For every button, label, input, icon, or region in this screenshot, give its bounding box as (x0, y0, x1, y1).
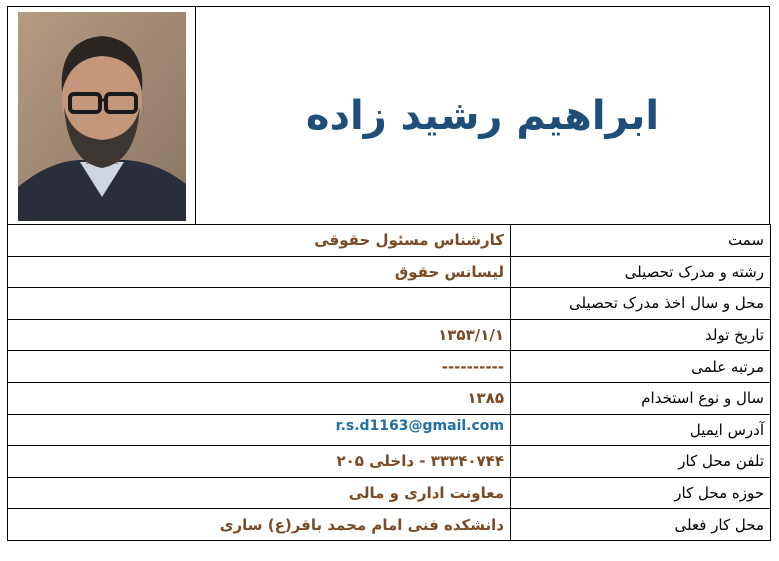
work-area-value: معاونت اداری و مالی (8, 477, 511, 509)
table-row (8, 414, 771, 446)
profile-header (7, 6, 770, 225)
work-phone-value: ۳۳۳۴۰۷۴۴ - داخلی ۲۰۵ (8, 446, 511, 478)
table-row (8, 288, 771, 320)
portrait-image (18, 12, 186, 221)
table-row (8, 319, 771, 351)
employment-year-value: ۱۳۸۵ (8, 382, 511, 414)
employment-year-label: سال و نوع استخدام (511, 382, 771, 414)
degree-value: لیسانس حقوق (8, 256, 511, 288)
current-workplace-value: دانشکده فنی امام محمد باقر(ع) ساری (8, 509, 511, 541)
degree-label: رشته و مدرک تحصیلی (511, 256, 771, 288)
info-table (7, 224, 771, 541)
current-workplace-label: محل کار فعلی (511, 509, 771, 541)
table-row (8, 477, 771, 509)
degree-place-value (8, 288, 511, 320)
work-phone-label: تلفن محل کار (511, 446, 771, 478)
table-row (8, 509, 771, 541)
birth-date-label: تاریخ تولد (511, 319, 771, 351)
position-label: سمت (511, 225, 771, 257)
degree-place-label: محل و سال اخذ مدرک تحصیلی (511, 288, 771, 320)
profile-card (7, 6, 770, 550)
table-row (8, 225, 771, 257)
table-row (8, 446, 771, 478)
email-link[interactable]: r.s.d1163@gmail.com (8, 414, 511, 446)
email-label: آدرس ایمیل (511, 414, 771, 446)
table-row (8, 382, 771, 414)
position-value: کارشناس مسئول حقوقی (8, 225, 511, 257)
table-row (8, 256, 771, 288)
profile-photo (18, 12, 186, 221)
academic-rank-value: ---------- (8, 351, 511, 383)
academic-rank-label: مرتبه علمی (511, 351, 771, 383)
person-name: ابراهیم رشید زاده (305, 92, 660, 139)
table-row (8, 351, 771, 383)
work-area-label: حوزه محل کار (511, 477, 771, 509)
birth-date-value: ۱۳۵۳/۱/۱ (8, 319, 511, 351)
